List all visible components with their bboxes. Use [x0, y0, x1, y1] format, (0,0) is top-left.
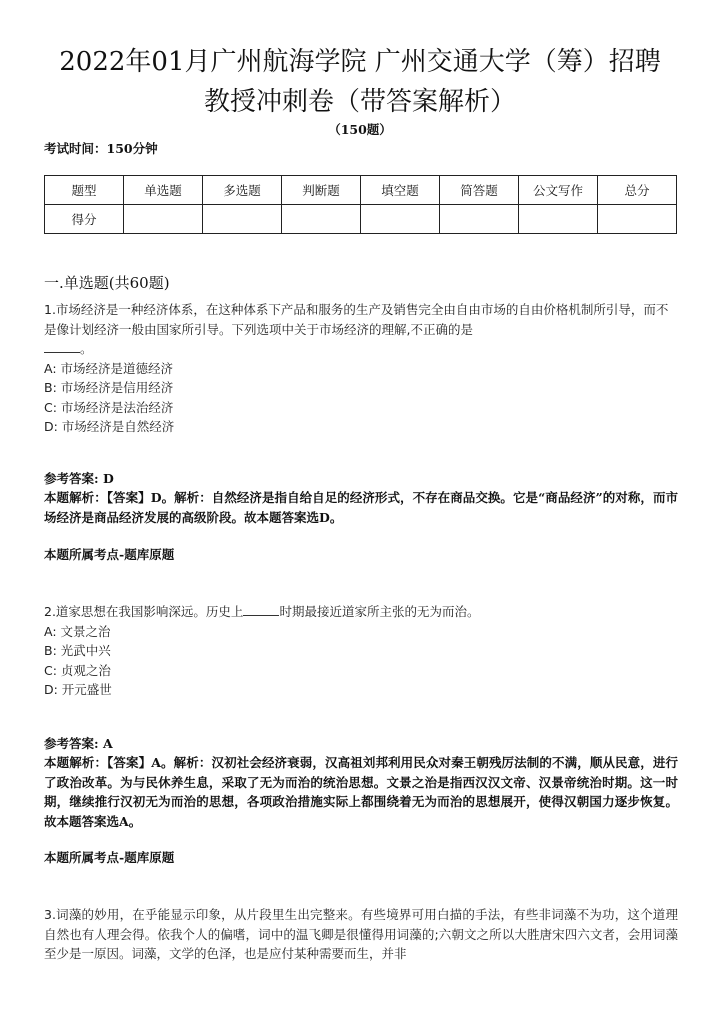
- score-header-cell: 判断题: [282, 176, 361, 205]
- question-stem-end: 时期最接近道家所主张的无为而治。: [279, 604, 480, 619]
- option-a: A: 文景之治: [44, 623, 111, 639]
- score-cell: [124, 205, 203, 234]
- exam-time: 考试时间：150分钟: [44, 141, 158, 156]
- section-title: 一.单选题(共60题): [44, 274, 170, 292]
- option-d: D: 市场经济是自然经济: [44, 419, 175, 434]
- topic-2: 本题所属考点-题库原题: [44, 850, 175, 865]
- score-header-cell: 总分: [598, 176, 677, 205]
- score-header-cell: 简答题: [440, 176, 519, 205]
- score-header-cell: 多选题: [203, 176, 282, 205]
- score-table-header-row: [45, 176, 677, 205]
- document-title-line-2: 教授冲刺卷（带答案解析）: [203, 87, 516, 117]
- answer-blank: [44, 340, 80, 353]
- question-stem: [44, 300, 678, 359]
- score-cell: [519, 205, 598, 234]
- question-stem-end: 。: [80, 341, 93, 356]
- question-stem: [44, 602, 678, 622]
- answer-blank: [243, 603, 279, 616]
- topic-1: 本题所属考点-题库原题: [44, 547, 175, 562]
- answer-1: 参考答案: D: [44, 471, 114, 486]
- score-cell: [598, 205, 677, 234]
- score-header-cell: 题型: [45, 176, 124, 205]
- score-header-cell: 填空题: [361, 176, 440, 205]
- score-cell: [440, 205, 519, 234]
- option-c: C: 市场经济是法治经济: [44, 399, 174, 415]
- option-b: B: 市场经济是信用经济: [44, 380, 174, 395]
- answer-2: 参考答案: A: [44, 736, 113, 751]
- option-a: A: 市场经济是道德经济: [44, 360, 174, 376]
- question-2: [44, 602, 678, 700]
- explanation-2: 本题解析：【答案】A。解析：汉初社会经济衰弱，汉高祖刘邦利用民众对秦王朝残厉法制的不满，顺从民意，进行了政治改革。为与民休养生息，采取了无为而治的统治思想。文景之治是指西汉汉文帝、汉景帝统治时期。这一时期，继续推行汉初无为而治的思想，各项政治措施实际上都围绕着无为而治的思想展开，使得汉朝国力逐步恢复。故本题答案选A。: [44, 755, 678, 829]
- question-1: [44, 300, 678, 437]
- question-count: （150题）: [328, 122, 392, 137]
- score-row-label: 得分: [45, 205, 124, 234]
- score-cell: [361, 205, 440, 234]
- score-cell: [282, 205, 361, 234]
- score-table: [44, 175, 677, 234]
- question-stem-text: 1.市场经济是一种经济体系，在这种体系下产品和服务的生产及销售完全由自由市场的自由价格机制所引导，而不是像计划经济一般由国家所引导。下列选项中关于市场经济的理解,不正确的是: [44, 302, 669, 337]
- question-3: 3.词藻的妙用，在乎能显示印象，从片段里生出完整来。有些境界可用白描的手法，有些非词藻不为功，这个道理自然也有人理会得。依我个人的偏嗜，词中的温飞卿是很懂得用词藻的;六朝文之所以大胜唐宋四六文者，会用词藻至少是一原因。词藻，文学的色泽，也是应付某种需要而生，并非: [44, 907, 678, 961]
- option-b: B: 光武中兴: [44, 643, 111, 658]
- question-stem-text: 2.道家思想在我国影响深远。历史上: [44, 604, 244, 619]
- score-cell: [203, 205, 282, 234]
- score-table-score-row: [45, 205, 677, 234]
- score-header-cell: 公文写作: [519, 176, 598, 205]
- explanation-1: 本题解析：【答案】D。解析：自然经济是指自给自足的经济形式，不存在商品交换。它是“商品经济”的对称，而市场经济是商品经济发展的高级阶段。故本题答案选D。: [44, 490, 678, 525]
- option-d: D: 开元盛世: [44, 682, 112, 697]
- option-c: C: 贞观之治: [44, 662, 111, 678]
- document-title-line-1: 2022年01月广州航海学院 广州交通大学（筹）招聘: [59, 47, 661, 77]
- score-header-cell: 单选题: [124, 176, 203, 205]
